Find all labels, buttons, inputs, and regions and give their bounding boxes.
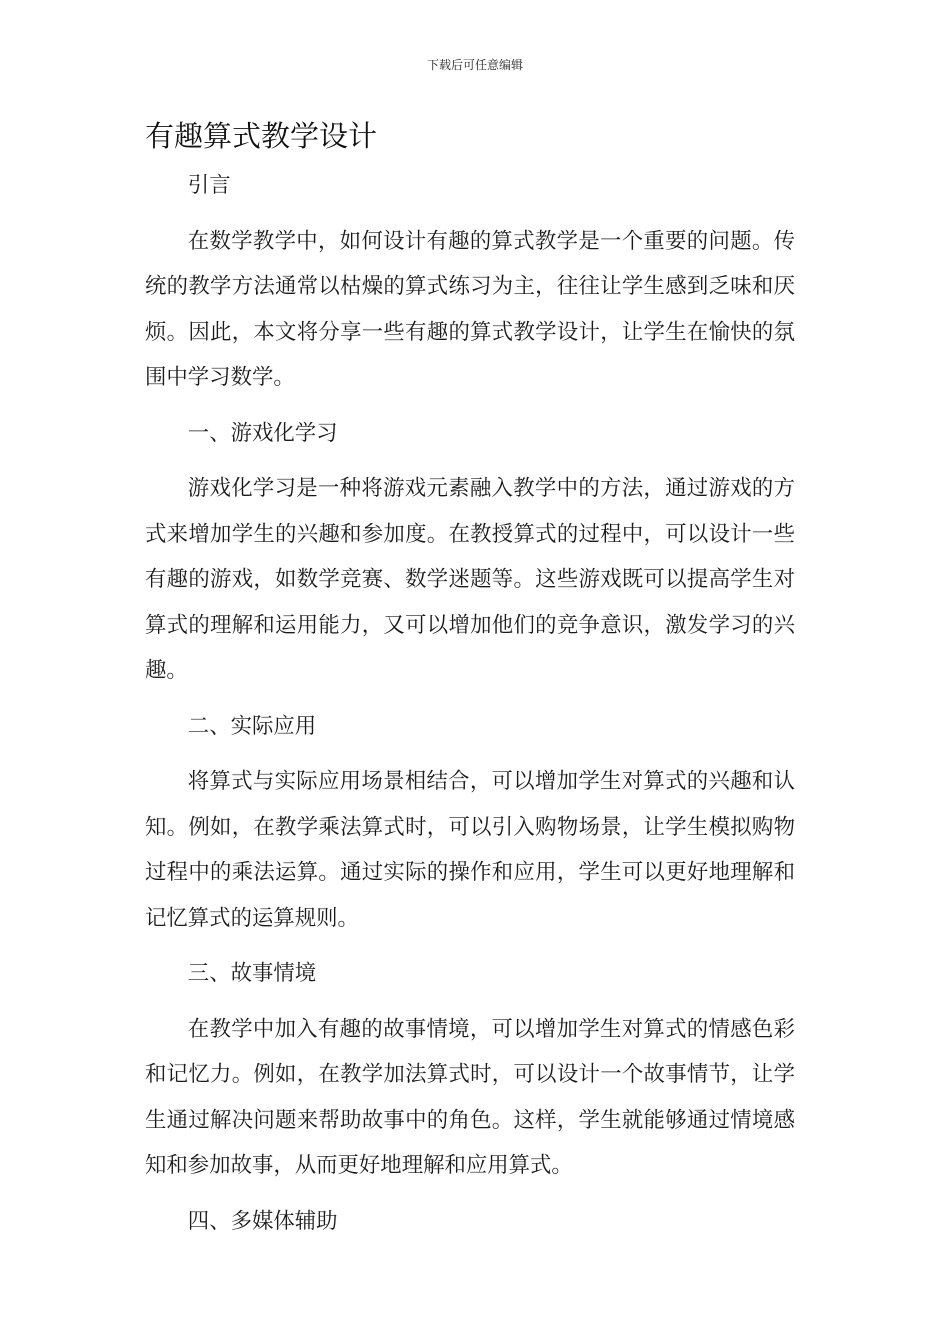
section-heading-story: 三、故事情境: [187, 961, 317, 986]
intro-paragraph: 在数学教学中，如何设计有趣的算式教学是一个重要的问题。传统的教学方法通常以枯燥的算式练习为主，往往让学生感到乏味和厌烦。因此，本文将分享一些有趣的算式教学设计，让学生在愉快的氛围中学习数学。: [145, 228, 795, 390]
section-paragraph-games: 游戏化学习是一种将游戏元素融入教学中的方法，通过游戏的方式来增加学生的兴趣和参加度。在教授算式的过程中，可以设计一些有趣的游戏，如数学竞赛、数学迷题等。这些游戏既可以提高学生对算式的理解和运用能力，又可以增加他们的竞争意识，激发学习的兴趣。: [145, 476, 795, 683]
section-paragraph-story: 在教学中加入有趣的故事情境，可以增加学生对算式的情感色彩和记忆力。例如，在教学加法算式时，可以设计一个故事情节，让学生通过解决问题来帮助故事中的角色。这样，学生就能够通过情境感知和参加故事，从而更好地理解和应用算式。: [145, 1016, 795, 1178]
document-body: [145, 163, 795, 1244]
section-heading-application: 二、实际应用: [187, 713, 317, 739]
section-heading-multimedia: 四、多媒体辅助: [187, 1208, 338, 1234]
header-note: 下载后可任意编辑: [426, 58, 523, 72]
section-heading-games: 一、游戏化学习: [187, 420, 338, 446]
intro-heading: 引言: [187, 173, 231, 198]
document-title: 有趣算式教学设计: [145, 119, 378, 153]
section-paragraph-application: 将算式与实际应用场景相结合，可以增加学生对算式的兴趣和认知。例如，在教学乘法算式时，可以引入购物场景，让学生模拟购物过程中的乘法运算。通过实际的操作和应用，学生可以更好地理解和记忆算式的运算规则。: [145, 769, 795, 931]
